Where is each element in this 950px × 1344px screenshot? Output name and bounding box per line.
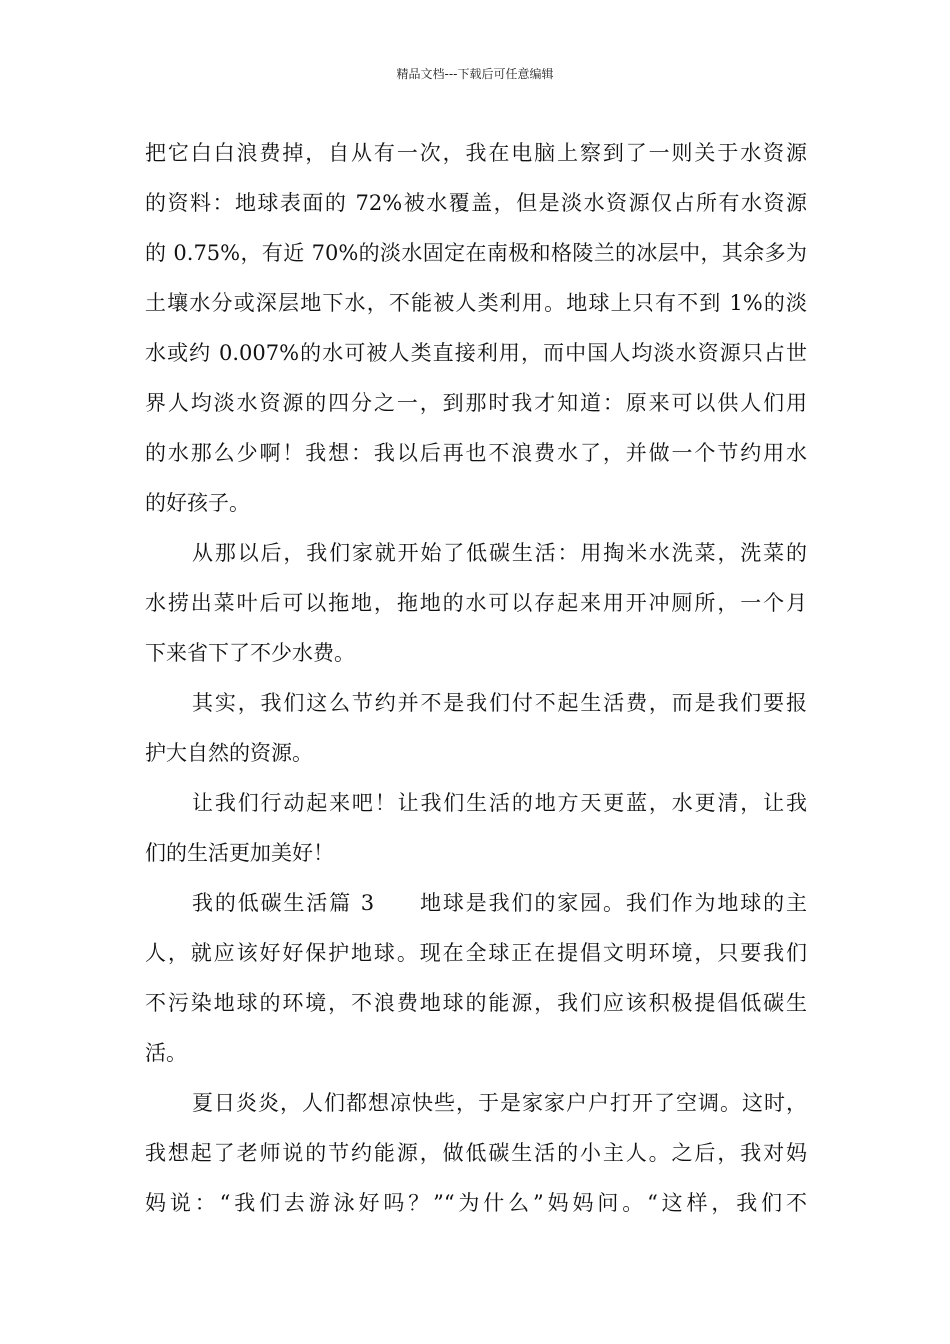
section-first-sentence: 地球是我们的家园。我们作为地球的主 (418, 891, 807, 915)
text-line: 不污染地球的环境，不浪费地球的能源，我们应该积极提倡低碳生 (145, 991, 807, 1015)
text-line: 的资料：地球表面的 72%被水覆盖，但是淡水资源仅占所有水资源 (145, 191, 807, 215)
paragraph-start-line: 从那以后，我们家就开始了低碳生活：用掏米水洗菜，洗菜的 (192, 541, 807, 565)
paragraph-start-line: 夏日炎炎，人们都想凉快些，于是家家户户打开了空调。这时， (192, 1091, 807, 1115)
text-line: 界人均淡水资源的四分之一，到那时我才知道：原来可以供人们用 (145, 391, 807, 415)
text-line: 的好孩子。 (145, 491, 250, 515)
text-line: 护大自然的资源。 (145, 741, 313, 765)
text-line: 们的生活更加美好！ (145, 841, 334, 865)
text-line: 的 0.75%，有近 70%的淡水固定在南极和格陵兰的冰层中，其余多为 (145, 241, 807, 265)
text-line: 我想起了老师说的节约能源，做低碳生活的小主人。之后，我对妈 (145, 1141, 807, 1165)
paragraph-start-line: 让我们行动起来吧！让我们生活的地方天更蓝，水更清，让我 (192, 791, 807, 815)
text-line: 下来省下了不少水费。 (145, 641, 355, 665)
text-line: 妈说：“我们去游泳好吗？”“为什么”妈妈问。“这样，我们不 (145, 1191, 807, 1215)
text-line: 土壤水分或深层地下水，不能被人类利用。地球上只有不到 1%的淡 (145, 291, 807, 315)
page-header: 精品文档---下载后可任意编辑 (396, 67, 554, 81)
text-line: 水或约 0.007%的水可被人类直接利用，而中国人均淡水资源只占世 (145, 341, 807, 365)
text-line: 把它白白浪费掉，自从有一次，我在电脑上察到了一则关于水资源 (145, 141, 807, 165)
section-heading-line (145, 878, 807, 928)
text-line: 水捞出菜叶后可以拖地，拖地的水可以存起来用开冲厕所，一个月 (145, 591, 807, 615)
text-line: 人，就应该好好保护地球。现在全球正在提倡文明环境，只要我们 (145, 941, 807, 965)
text-line: 的水那么少啊！我想：我以后再也不浪费水了，并做一个节约用水 (145, 441, 807, 465)
document-body (145, 128, 807, 1228)
section-heading: 我的低碳生活篇 3 (192, 891, 375, 915)
text-line: 活。 (145, 1041, 187, 1065)
paragraph-start-line: 其实，我们这么节约并不是我们付不起生活费，而是我们要报 (192, 691, 807, 715)
